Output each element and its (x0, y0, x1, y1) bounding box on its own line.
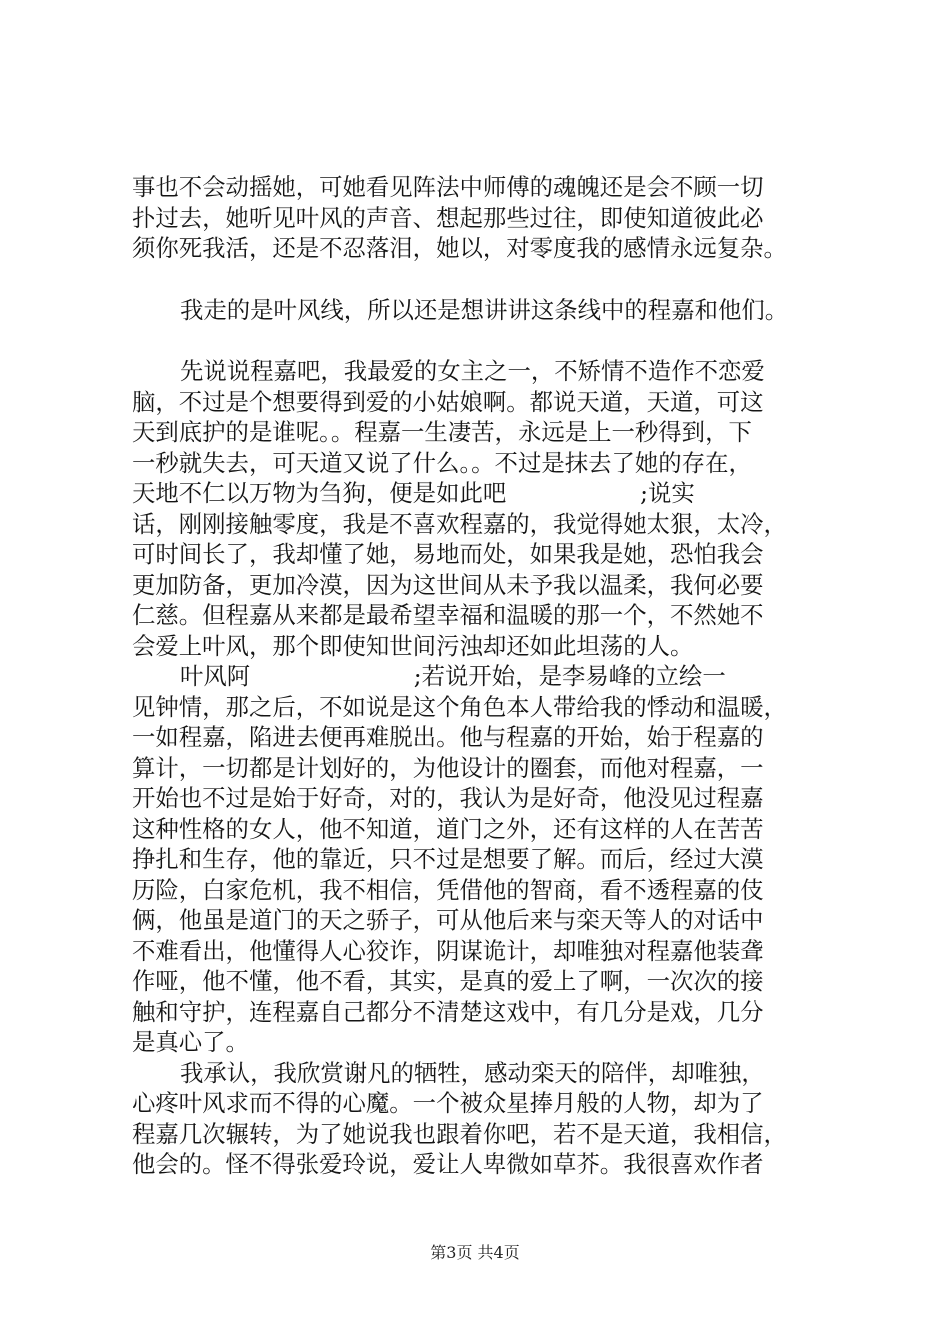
paragraph-3-line-6: 话，刚刚接触零度，我是不喜欢程嘉的，我觉得她太狠，太冷， (132, 509, 787, 538)
paragraph-4-line-11: 作哑，他不懂，他不看，其实，是真的爱上了啊，一次次的接 (132, 967, 764, 995)
paragraph-3-line-1: 先说说程嘉吧，我最爱的女主之一，不矫情不造作不恋爱 (180, 357, 765, 385)
page-number-footer: 第3页 共4页 (430, 1243, 520, 1262)
paragraph-3-line-10: 会爱上叶风，那个即使知世间污浊却还如此坦荡的人。 (132, 631, 694, 660)
paragraph-5-line-1: 我承认，我欣赏谢凡的牺牲，感动栾天的陪伴，却唯独， (180, 1058, 765, 1087)
paragraph-2-line-1: 我走的是叶风线，所以还是想讲讲这条线中的程嘉和他们。 (180, 295, 789, 324)
paragraph-4-line-10: 不难看出，他懂得人心狡诈，阴谋诡计，却唯独对程嘉他装聋 (132, 936, 764, 965)
paragraph-5-line-2: 心疼叶风求而不得的心魔。一个被众星捧月般的人物，却为了 (132, 1089, 764, 1117)
paragraph-4-line-7: 挣扎和生存，他的靠近，只不过是想要了解。而后，经过大漠 (132, 845, 764, 873)
paragraph-4-line-6: 这种性格的女人，他不知道，道门之外，还有这样的人在苦苦 (132, 814, 764, 843)
paragraph-5-line-3: 程嘉几次辗转，为了她说我也跟着你吧，若不是天道，我相信， (132, 1119, 787, 1148)
paragraph-4-line-2: 见钟情，那之后，不如说是这个角色本人带给我的悸动和温暖， (132, 692, 787, 721)
document-body (132, 172, 832, 1180)
paragraph-3-line-8: 更加防备，更加冷漠，因为这世间从未予我以温柔，我何必要 (132, 570, 764, 599)
paragraph-4-line-12: 触和守护，连程嘉自己都分不清楚这戏中，有几分是戏，几分 (132, 997, 764, 1026)
paragraph-1-line-2: 扑过去，她听见叶风的声音、想起那些过往，即使知道彼此必 (132, 203, 764, 232)
paragraph-3-line-2: 脑，不过是个想要得到爱的小姑娘啊。都说天道，天道，可这 (132, 387, 764, 416)
paragraph-3-line-3: 天到底护的是谁呢。。程嘉一生凄苦，永远是上一秒得到，下 (132, 418, 752, 446)
paragraph-3-line-7: 可时间长了，我却懂了她，易地而处，如果我是她，恐怕我会 (132, 540, 764, 568)
paragraph-4-line-5: 开始也不过是始于好奇，对的，我认为是好奇，他没见过程嘉 (132, 784, 764, 812)
paragraph-4-line-9: 俩，他虽是道门的天之骄子，可从他后来与栾天等人的对话中 (132, 906, 764, 934)
paragraph-gap (132, 264, 832, 295)
paragraph-4-line-3: 一如程嘉，陷进去便再难脱出。他与程嘉的开始，始于程嘉的 (132, 723, 764, 751)
paragraph-gap (132, 325, 832, 356)
paragraph-4-line-13: 是真心了。 (132, 1028, 249, 1056)
paragraph-3-line-4: 一秒就失去，可天道又说了什么。。不过是抹去了她的存在， (132, 448, 752, 477)
paragraph-5-line-4: 他会的。怪不得张爱玲说，爱让人卑微如草芥。我很喜欢作者 (132, 1150, 764, 1178)
paragraph-3-line-5: 天地不仁以万物为刍狗，便是如此吧 ;说实 (132, 479, 695, 507)
paragraph-1-line-1: 事也不会动摇她，可她看见阵法中师傅的魂魄还是会不顾一切 (132, 173, 764, 201)
paragraph-4-line-8: 历险，白家危机，我不相信，凭借他的智商，看不透程嘉的伎 (132, 875, 764, 904)
paragraph-3-line-9: 仁慈。但程嘉从来都是最希望幸福和温暖的那一个，不然她不 (132, 601, 764, 629)
paragraph-4-line-4: 算计，一切都是计划好的，为他设计的圈套，而他对程嘉，一 (132, 753, 764, 782)
paragraph-1-line-3: 须你死我活，还是不忍落泪，她以，对零度我的感情永远复杂。 (132, 234, 787, 262)
paragraph-4-line-1: 叶风阿 ;若说开始，是李易峰的立绘一 (180, 662, 726, 690)
